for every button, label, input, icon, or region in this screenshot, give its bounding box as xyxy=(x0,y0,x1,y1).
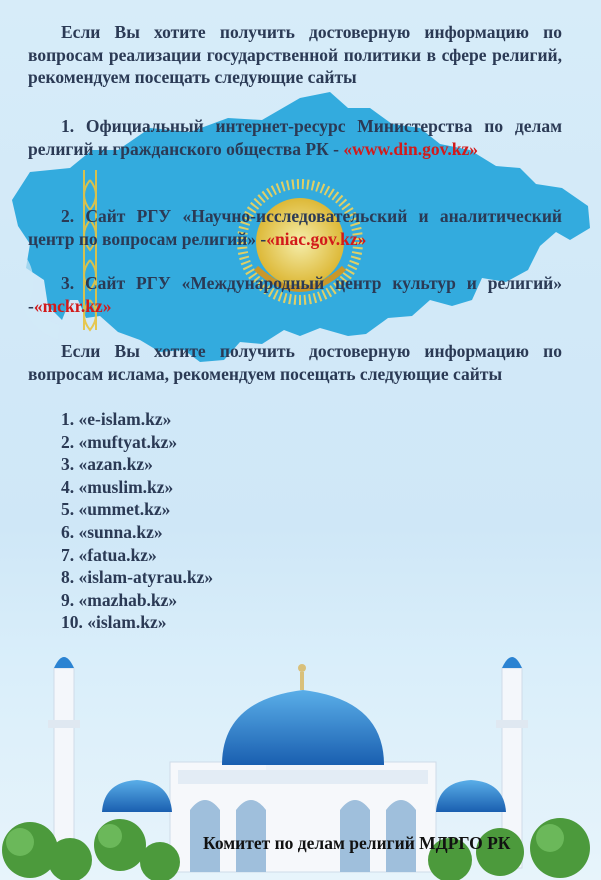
list-item: 8. «islam-atyrau.kz» xyxy=(61,567,214,588)
footer-signature: Комитет по делам религий МДРГО РК xyxy=(203,833,511,853)
list-item: 10. «islam.kz» xyxy=(61,612,167,633)
list-item: 2. «muftyat.kz» xyxy=(61,431,178,452)
list-item: 4. «muslim.kz» xyxy=(61,476,174,497)
religion-site-1 xyxy=(28,115,562,160)
religion-site-3 xyxy=(28,272,562,317)
list-item: 9. «mazhab.kz» xyxy=(61,589,178,610)
religion-site-2 xyxy=(28,205,562,250)
din-gov-link[interactable]: «www.din.gov.kz» xyxy=(343,138,478,159)
list-item: 1. «e-islam.kz» xyxy=(61,409,172,429)
list-item: 3. «azan.kz» xyxy=(61,454,153,475)
islam-sites-list xyxy=(61,408,213,634)
religion-site-1-text: 1. Официальный интернет-ресурс Министерства по делам религий и гражданского общества РК - xyxy=(28,116,562,159)
intro-islam: Если Вы хотите получить достоверную информацию по вопросам ислама, рекомендуем посещать следующие сайты xyxy=(28,341,562,384)
niac-gov-link[interactable]: «niac.gov.kz» xyxy=(266,228,367,249)
list-item: 7. «fatua.kz» xyxy=(61,544,157,565)
intro-religion: Если Вы хотите получить достоверную информацию по вопросам реализации государственной политики в сфере религий, рекомендуем посещать следующие сайты xyxy=(28,22,562,87)
list-item: 6. «sunna.kz» xyxy=(61,521,163,542)
religion-site-3-text: 3. Сайт РГУ «Международный центр культур и религий» - xyxy=(28,273,562,316)
list-item: 5. «ummet.kz» xyxy=(61,499,171,520)
mckr-link[interactable]: «mckr.kz» xyxy=(33,295,112,316)
religion-site-2-text: 2. Сайт РГУ «Научно-исследовательский и аналитический центр по вопросам религий» - xyxy=(28,206,562,249)
